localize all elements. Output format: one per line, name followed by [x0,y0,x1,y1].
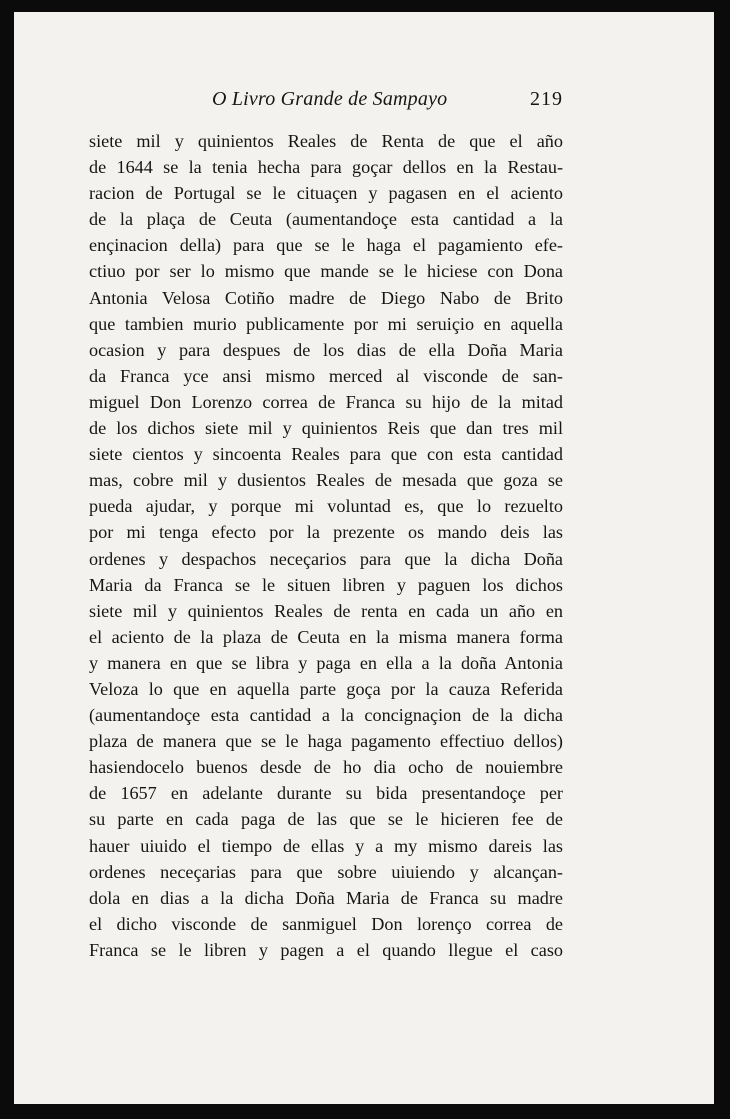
text-line: (aumentandoçe esta cantidad a la concignaçion de la dicha [89,705,563,726]
book-page [14,12,714,1104]
text-line: que tambien murio publicamente por mi seruiçio en aquella [89,313,563,334]
text-line: el dicho visconde de sanmiguel Don lorenço correa de [89,913,563,934]
text-line: Antonia Velosa Cotiño madre de Diego Nabo de Brito [89,287,563,308]
text-line: siete cientos y sincoenta Reales para que con esta cantidad [89,444,563,465]
text-line: hauer uiuido el tiempo de ellas y a my mismo dareis las [89,835,563,856]
text-line: ordenes neceçarias para que sobre uiuiendo y alcançan- [89,861,563,882]
text-line: y manera en que se libra y paga en ella a la doña Antonia [89,652,563,673]
text-line: miguel Don Lorenzo correa de Franca su hijo de la mitad [89,391,563,412]
text-line: racion de Portugal se le cituaçen y pagasen en el aciento [89,183,563,204]
page-number: 219 [530,88,563,110]
text-line: el aciento de la plaza de Ceuta en la misma manera forma [89,626,563,647]
text-line: de 1657 en adelante durante su bida presentandoçe per [89,783,563,804]
text-line: de la plaça de Ceuta (aumentandoçe esta cantidad a la [89,209,563,230]
text-line: de 1644 se la tenia hecha para goçar dellos en la Restau- [89,157,563,178]
text-line: ençinacion della) para que se le haga el pagamiento efe- [89,235,563,256]
text-line: su parte en cada paga de las que se le hicieren fee de [89,809,563,830]
page-header [14,88,714,128]
text-line: Franca se le libren y pagen a el quando llegue el caso [89,939,563,960]
text-line: mas, cobre mil y dusientos Reales de mesada que goza se [89,470,563,491]
text-line: ocasion y para despues de los dias de ella Doña Maria [89,339,563,360]
text-line: pueda ajudar, y porque mi voluntad es, que lo rezuelto [89,496,563,517]
running-title: O Livro Grande de Sampayo [212,88,448,110]
text-line: Maria da Franca se le situen libren y paguen los dichos [89,574,563,595]
text-line: ordenes y despachos neceçarios para que la dicha Doña [89,548,563,569]
text-line: hasiendocelo buenos desde de ho dia ocho de nouiembre [89,757,563,778]
text-line: ctiuo por ser lo mismo que mande se le hiciese con Dona [89,261,563,282]
text-line: dola en dias a la dicha Doña Maria de Franca su madre [89,887,563,908]
text-line: por mi tenga efecto por la prezente os mando deis las [89,522,563,543]
text-line: siete mil y quinientos Reales de Renta de que el año [89,131,563,151]
text-line: de los dichos siete mil y quinientos Reis que dan tres mil [89,418,563,439]
text-line: siete mil y quinientos Reales de renta en cada un año en [89,600,563,621]
body-text [89,128,563,963]
text-line: plaza de manera que se le haga pagamento effectiuo dellos) [89,731,563,752]
text-line: da Franca yce ansi mismo merced al visconde de san- [89,365,563,386]
text-line: Veloza lo que en aquella parte goça por la cauza Referida [89,678,563,699]
